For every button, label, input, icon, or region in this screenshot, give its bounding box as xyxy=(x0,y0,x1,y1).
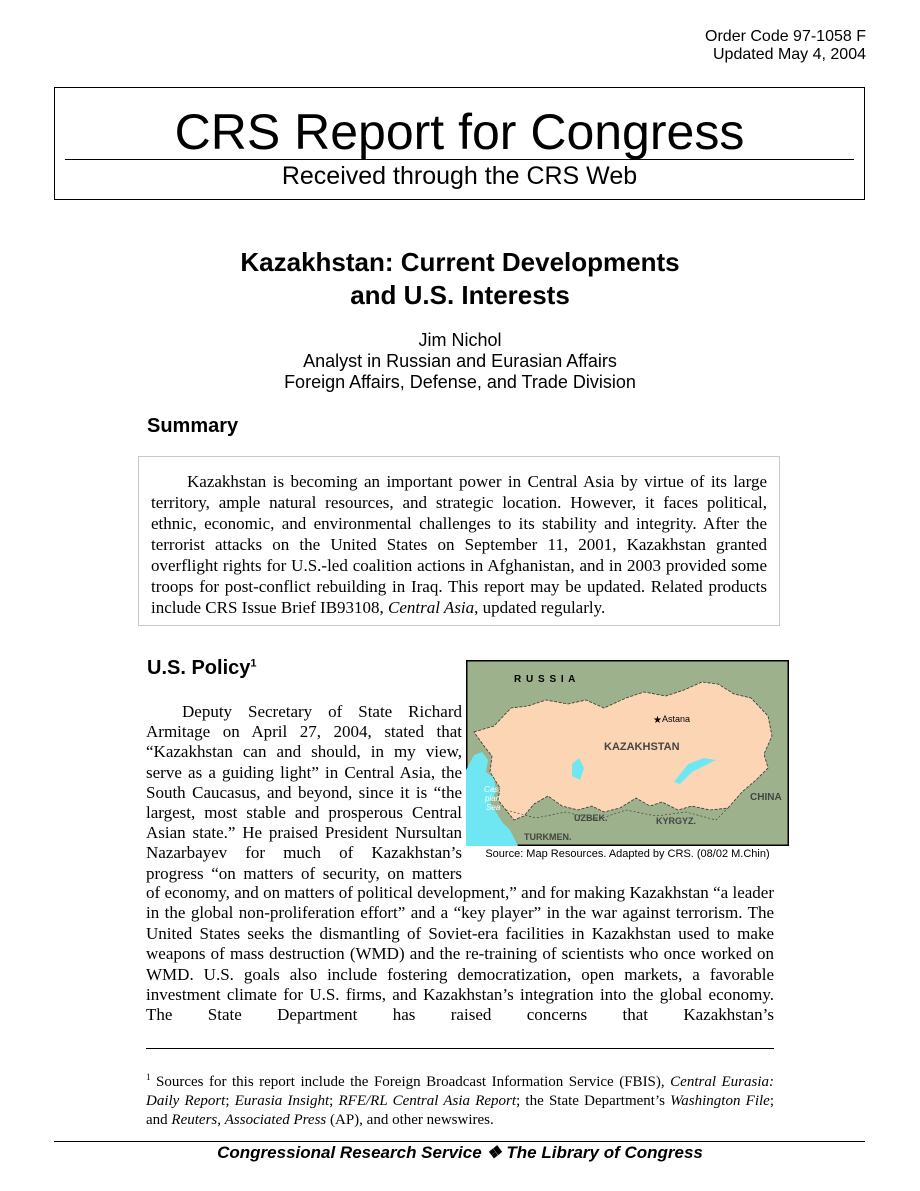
map-label-kyrgyz: KYRGYZ. xyxy=(656,816,697,826)
map-label-china: CHINA xyxy=(750,792,782,803)
footnote xyxy=(146,1068,774,1130)
footer-loc: The Library of Congress xyxy=(506,1143,703,1162)
summary-text: Kazakhstan is becoming an important power in Central Asia by virtue of its large territory, ample natural resources, and strategic location. However, it faces political, ethnic, economic, and environmental challenges to its stability and integrity. After the terrorist attacks on the United States on September 11, 2001, Kazakhstan granted overflight rights for U.S.-led coalition actions in Afghanistan, and in 2003 provided some troops for post-conflict rebuilding in Iraq. This report may be updated. Related products include CRS Issue Brief IB93108, Central Asia, updated regularly. xyxy=(151,472,767,617)
footer-diamond-icon: ❖ xyxy=(486,1143,502,1162)
footnote-text: $^1$ Sources for this report include the Foreign Broadcast Information Service (FBIS), Central Eurasia: Daily Report; Eurasia Insight; RFE/RL Central Asia Report; the State Department’s Washington File; and Reuters, Associated Press (AP), and other newswires. xyxy=(146,1072,774,1128)
kazakhstan-map xyxy=(466,660,789,846)
map-label-caspian-3: Sea xyxy=(486,803,501,812)
policy-paragraph-left xyxy=(146,702,462,884)
policy-text-continued: of economy, and on matters of political development,” and for making Kazakhstan “a leader in the global non-proliferation effort” and a “key player” in the war against terrorism. The United States seeks the dismantling of Soviet-era facilities in Kazakhstan used to make weapons of mass destruction (WMD) and the re-training of scientists who once worked on WMD. U.S. goals also include fostering democratization, open markets, a favorable investment climate for U.S. firms, and Kazakhstan’s integration into the global economy. The State Department has raised concerns that Kazakhstan’s xyxy=(146,883,774,1025)
footnote-divider xyxy=(146,1048,774,1049)
map-label-astana: Astana xyxy=(662,714,691,724)
map-label-russia: R U S S I A xyxy=(514,674,577,685)
footer-divider xyxy=(54,1141,865,1142)
policy-text-wrapped: Deputy Secretary of State Richard Armitage on April 27, 2004, stated that “Kazakhstan can and should, in my view, serve as a guiding light” in Central Asia, the South Caucasus, and beyond, since it is “the largest, most stable and prosperous Central Asian state.” He praised President Nursultan Nazarbayev for much of Kazakhstan’s progress “on matters of security, on matters xyxy=(146,702,462,883)
banner-divider xyxy=(65,159,854,160)
map-caption: Source: Map Resources. Adapted by CRS. (08/02 M.Chin) xyxy=(485,848,770,860)
banner-subtitle: Received through the CRS Web xyxy=(281,162,638,190)
title-line-2: and U.S. Interests xyxy=(350,280,570,310)
map-label-caspian-2: pian xyxy=(485,794,501,803)
title-line-1: Kazakhstan: Current Developments xyxy=(240,247,680,277)
summary-heading: Summary xyxy=(147,415,239,437)
order-code-block xyxy=(705,28,866,64)
author-division: Foreign Affairs, Defense, and Trade Division xyxy=(284,372,636,392)
map-label-caspian-1: Cas- xyxy=(484,785,501,794)
updated-date: Updated May 4, 2004 xyxy=(713,46,866,63)
map-label-turkmen: TURKMEN. xyxy=(524,832,572,842)
policy-paragraph-full xyxy=(146,883,774,1026)
author-role: Analyst in Russian and Eurasian Affairs xyxy=(303,351,617,371)
author-name: Jim Nichol xyxy=(418,330,502,350)
report-banner xyxy=(54,87,865,200)
map-label-uzbek: UZBEK. xyxy=(574,813,608,823)
map-marker-astana: ★ xyxy=(653,715,662,726)
summary-box xyxy=(138,456,780,626)
footnote-ref[interactable]: 1 xyxy=(250,657,257,670)
footer-crs: Congressional Research Service xyxy=(217,1143,482,1162)
banner-title: CRS Report for Congress xyxy=(174,104,745,160)
author-block xyxy=(0,330,920,393)
policy-heading: U.S. Policy$^1$ xyxy=(147,657,257,679)
map-label-kazakhstan: KAZAKHSTAN xyxy=(604,741,680,753)
order-code: Order Code 97-1058 F xyxy=(705,28,866,45)
page-footer xyxy=(0,1143,920,1163)
report-title xyxy=(0,246,920,312)
